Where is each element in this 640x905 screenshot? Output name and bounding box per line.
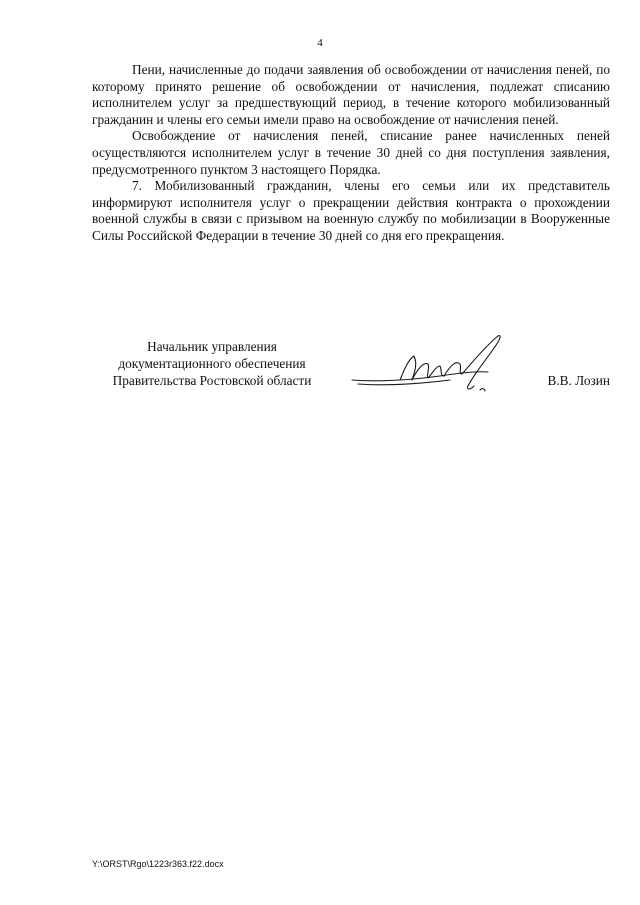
signatory-title-line: Правительства Ростовской области (112, 373, 312, 388)
file-path: Y:\ORST\Rgo\1223r363.f22.docx (92, 859, 224, 869)
document-body (92, 62, 610, 245)
page-number: 4 (317, 37, 323, 49)
paragraph: Освобождение от начисления пеней, списание ранее начисленных пеней осуществляются исполнителем услуг в течение 30 дней со дня поступления заявления, предусмотренного пунктом 3 настоящего Порядка. (92, 128, 610, 177)
signatory-title-line: документационного обеспечения (118, 356, 306, 371)
handwritten-signature (348, 330, 508, 400)
signatory-title-line: Начальник управления (147, 339, 277, 354)
signatory-title (92, 338, 332, 389)
signature-block (92, 338, 610, 408)
paragraph: 7. Мобилизованный гражданин, члены его семьи или их представитель информируют исполнителя услуг о прекращении действия контракта о прохождении военной службы в связи с призывом на военную службу по мобилизации в Вооруженные Силы Российской Федерации в течение 30 дней со дня его прекращения. (92, 178, 610, 243)
signatory-name: В.В. Лозин (547, 373, 610, 388)
paragraph: Пени, начисленные до подачи заявления об освобождении от начисления пеней, по которому принято решение об освобождении от начисления, подлежат списанию исполнителем услуг за предшествующий период, в течение которого мобилизованный гражданин и члены его семьи имели право на освобождение от начисления пеней. (92, 62, 610, 127)
